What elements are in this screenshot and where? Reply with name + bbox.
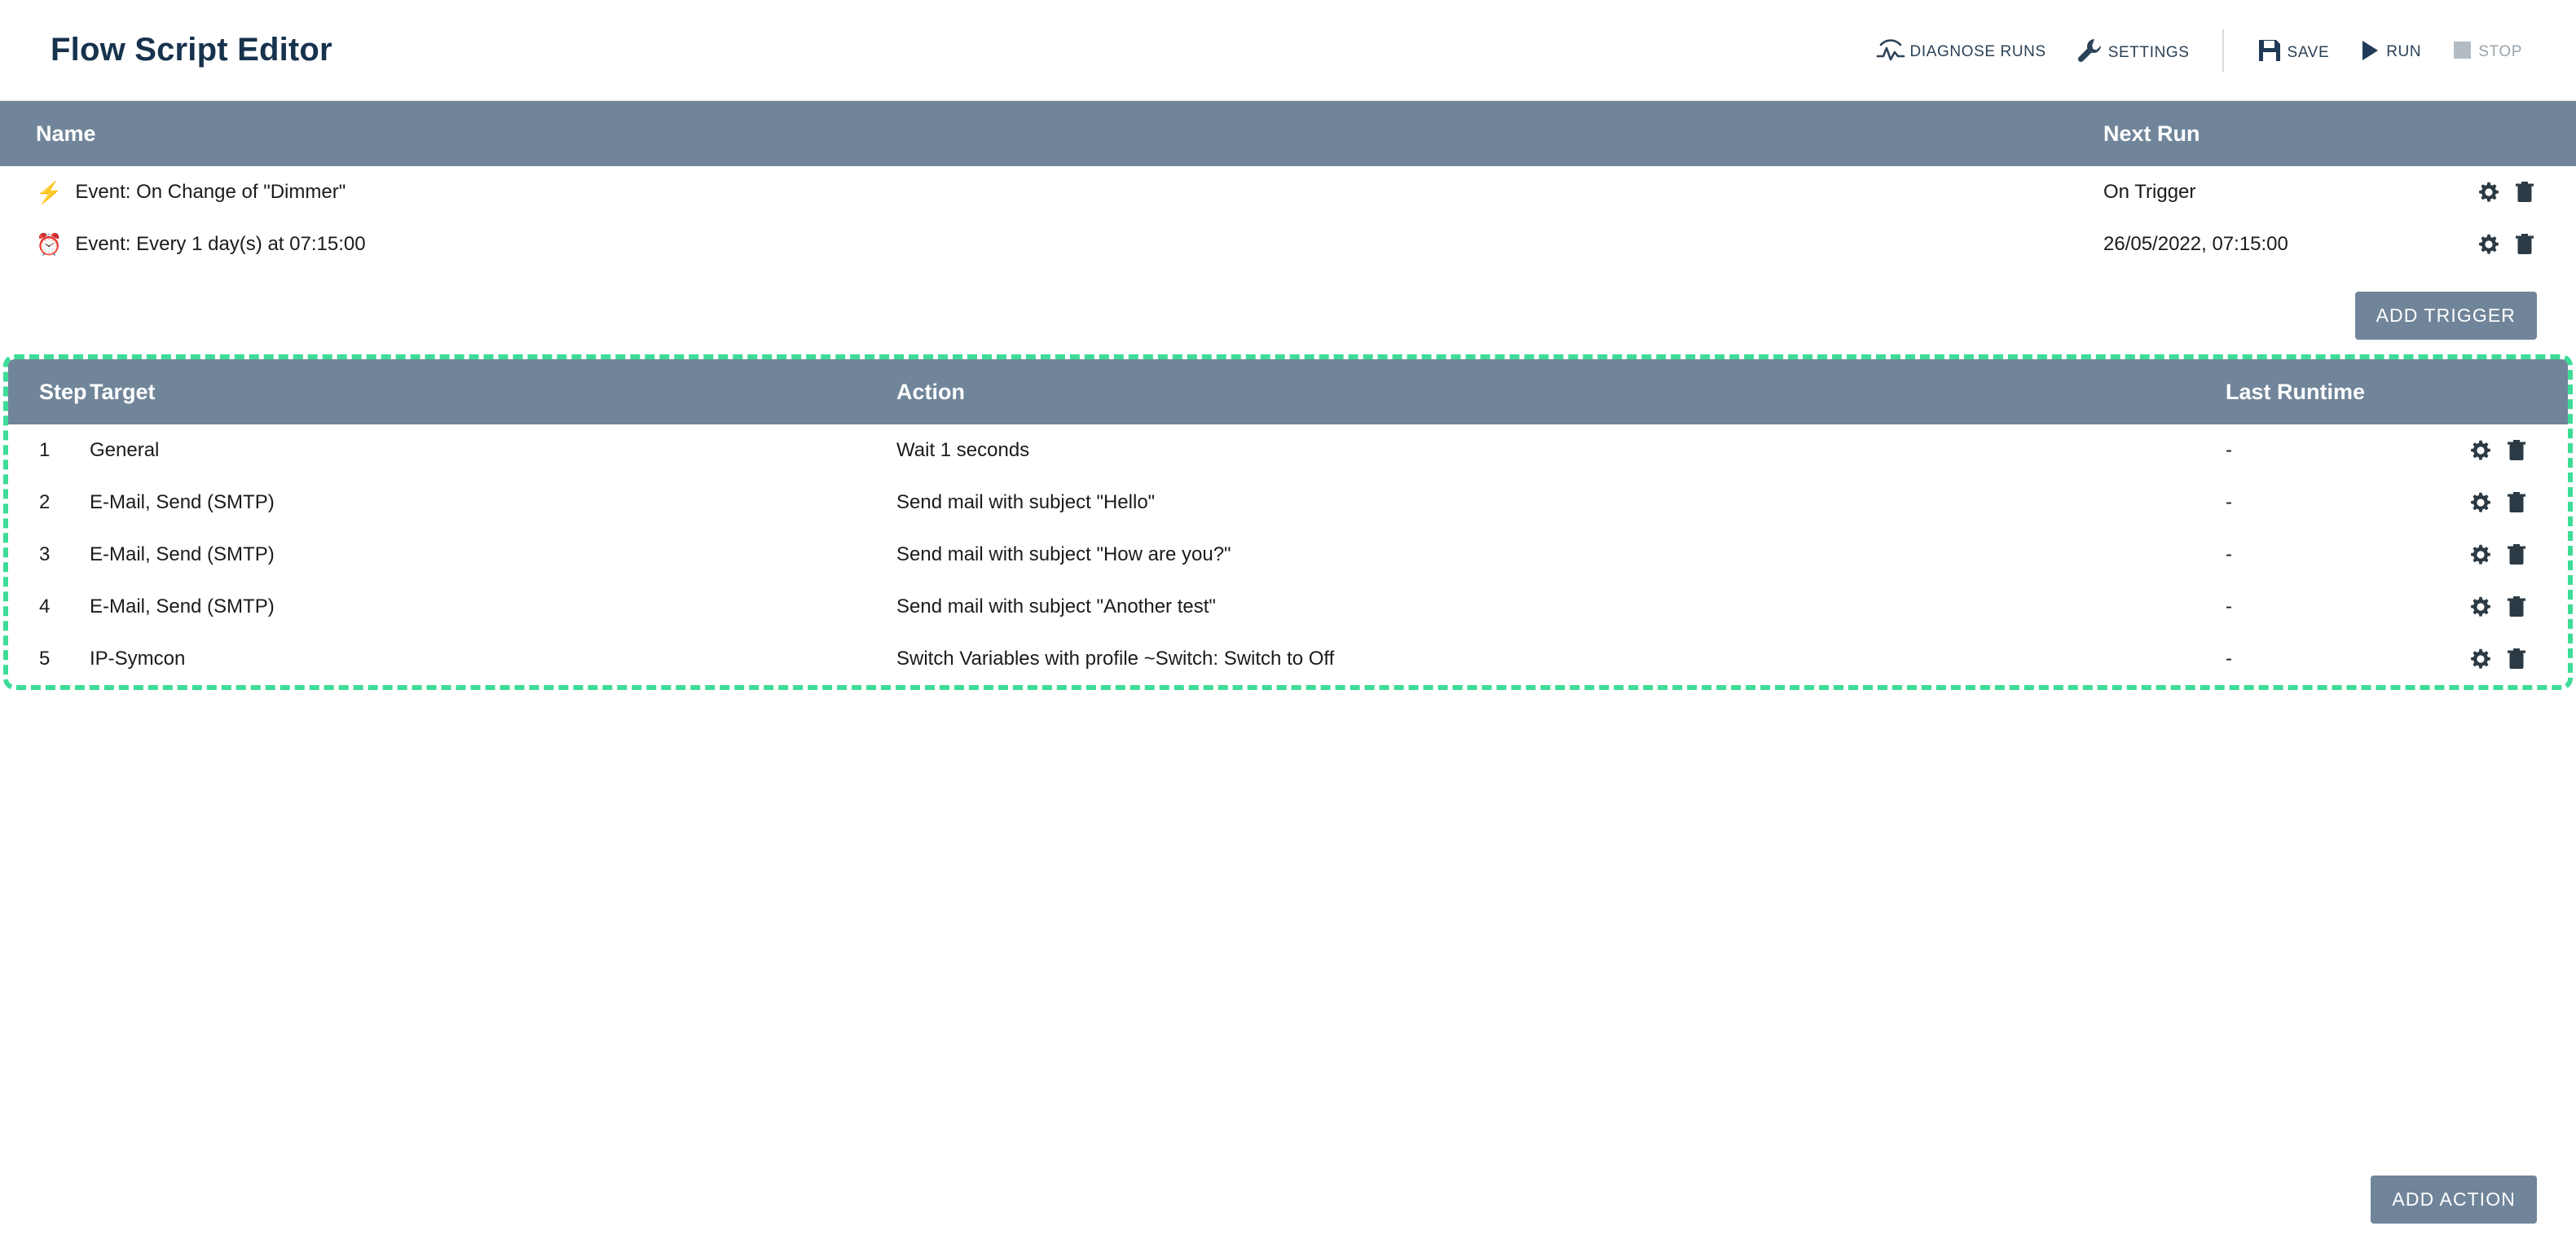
- action-button-bar: [2371, 1175, 2537, 1224]
- triggers-table: [0, 101, 2576, 270]
- triggers-table-header: [0, 101, 2576, 166]
- action-target: General: [90, 439, 160, 461]
- table-row[interactable]: [8, 424, 2568, 477]
- row-actions: [2478, 182, 2576, 203]
- row-actions: [2470, 596, 2568, 617]
- trash-icon[interactable]: [2516, 234, 2534, 255]
- action-last-runtime: -: [2226, 648, 2232, 670]
- action-step: 4: [39, 595, 51, 617]
- pulse-icon: [1876, 38, 1905, 63]
- table-row[interactable]: [8, 529, 2568, 581]
- row-actions: [2478, 234, 2576, 255]
- action-description: Send mail with subject "Another test": [896, 595, 1216, 617]
- action-target: E-Mail, Send (SMTP): [90, 491, 275, 513]
- add-trigger-button[interactable]: ADD TRIGGER: [2355, 292, 2537, 340]
- action-last-runtime: -: [2226, 595, 2232, 617]
- trigger-name-cell: [0, 233, 2103, 256]
- column-header-step: Step: [39, 379, 87, 404]
- action-description: Send mail with subject "Hello": [896, 491, 1156, 513]
- add-action-button[interactable]: ADD ACTION: [2371, 1175, 2537, 1224]
- trash-icon[interactable]: [2508, 440, 2525, 461]
- trash-icon[interactable]: [2508, 648, 2525, 670]
- column-header-name: Name: [36, 121, 96, 146]
- column-header-next-run: Next Run: [2103, 121, 2200, 146]
- trash-icon[interactable]: [2508, 596, 2525, 617]
- row-actions: [2470, 492, 2568, 513]
- stop-button[interactable]: [2436, 38, 2537, 63]
- diagnose-runs-button[interactable]: [1861, 38, 2061, 63]
- stop-label: STOP: [2478, 42, 2522, 60]
- trash-icon[interactable]: [2508, 544, 2525, 565]
- table-row[interactable]: [8, 581, 2568, 633]
- trigger-button-bar: [0, 270, 2576, 340]
- floppy-disk-icon: [2257, 37, 2283, 64]
- table-row[interactable]: [0, 218, 2576, 270]
- action-step: 3: [39, 543, 51, 565]
- action-target: E-Mail, Send (SMTP): [90, 595, 275, 617]
- alarm-clock-icon: ⏰: [36, 232, 63, 257]
- action-step: 2: [39, 491, 51, 513]
- action-last-runtime: -: [2226, 439, 2232, 461]
- column-header-target: Target: [90, 379, 156, 404]
- action-step: 5: [39, 648, 51, 670]
- table-row[interactable]: [0, 166, 2576, 218]
- save-button[interactable]: [2242, 37, 2345, 64]
- row-actions: [2470, 648, 2568, 670]
- stop-icon: [2451, 38, 2473, 63]
- wrench-icon: [2076, 37, 2103, 64]
- gear-icon[interactable]: [2470, 544, 2491, 565]
- action-description: Switch Variables with profile ~Switch: Switch to Off: [896, 648, 1335, 670]
- row-actions: [2470, 544, 2568, 565]
- action-target: E-Mail, Send (SMTP): [90, 543, 275, 565]
- app-header: [0, 0, 2576, 101]
- lightning-bolt-icon: ⚡: [36, 180, 63, 204]
- trigger-name-label: Event: Every 1 day(s) at 07:15:00: [75, 233, 366, 255]
- gear-icon[interactable]: [2478, 182, 2499, 203]
- gear-icon[interactable]: [2470, 596, 2491, 617]
- trash-icon[interactable]: [2508, 492, 2525, 513]
- trigger-next-run: On Trigger: [2103, 181, 2196, 203]
- table-row[interactable]: [8, 477, 2568, 529]
- row-actions: [2470, 440, 2568, 461]
- action-last-runtime: -: [2226, 543, 2232, 565]
- gear-icon[interactable]: [2470, 492, 2491, 513]
- action-description: Send mail with subject "How are you?": [896, 543, 1231, 565]
- table-row[interactable]: [8, 633, 2568, 685]
- action-description: Wait 1 seconds: [896, 439, 1030, 461]
- diagnose-runs-label: DIAGNOSE RUNS: [1909, 42, 2046, 60]
- header-action-bar: [1861, 29, 2537, 72]
- actions-table: [8, 359, 2568, 685]
- gear-icon[interactable]: [2470, 648, 2491, 670]
- actions-table-header: [8, 359, 2568, 424]
- page-title: Flow Script Editor: [51, 32, 332, 68]
- run-label: RUN: [2386, 42, 2422, 60]
- run-button[interactable]: [2344, 38, 2436, 63]
- trash-icon[interactable]: [2516, 182, 2534, 203]
- settings-label: SETTINGS: [2107, 43, 2190, 61]
- play-icon: [2358, 38, 2381, 63]
- action-target: IP-Symcon: [90, 648, 186, 670]
- trigger-name-cell: [0, 181, 2103, 204]
- save-label: SAVE: [2287, 43, 2330, 61]
- column-header-action: Action: [896, 379, 965, 404]
- settings-button[interactable]: [2061, 37, 2204, 64]
- action-step: 1: [39, 439, 51, 461]
- column-header-last-runtime: Last Runtime: [2226, 379, 2366, 404]
- trigger-name-label: Event: On Change of "Dimmer": [75, 181, 346, 203]
- trigger-next-run: 26/05/2022, 07:15:00: [2103, 233, 2288, 255]
- header-divider: [2222, 29, 2224, 72]
- gear-icon[interactable]: [2478, 234, 2499, 255]
- content-spacer: [0, 690, 2576, 1040]
- actions-table-highlight: [3, 354, 2573, 690]
- action-last-runtime: -: [2226, 491, 2232, 513]
- gear-icon[interactable]: [2470, 440, 2491, 461]
